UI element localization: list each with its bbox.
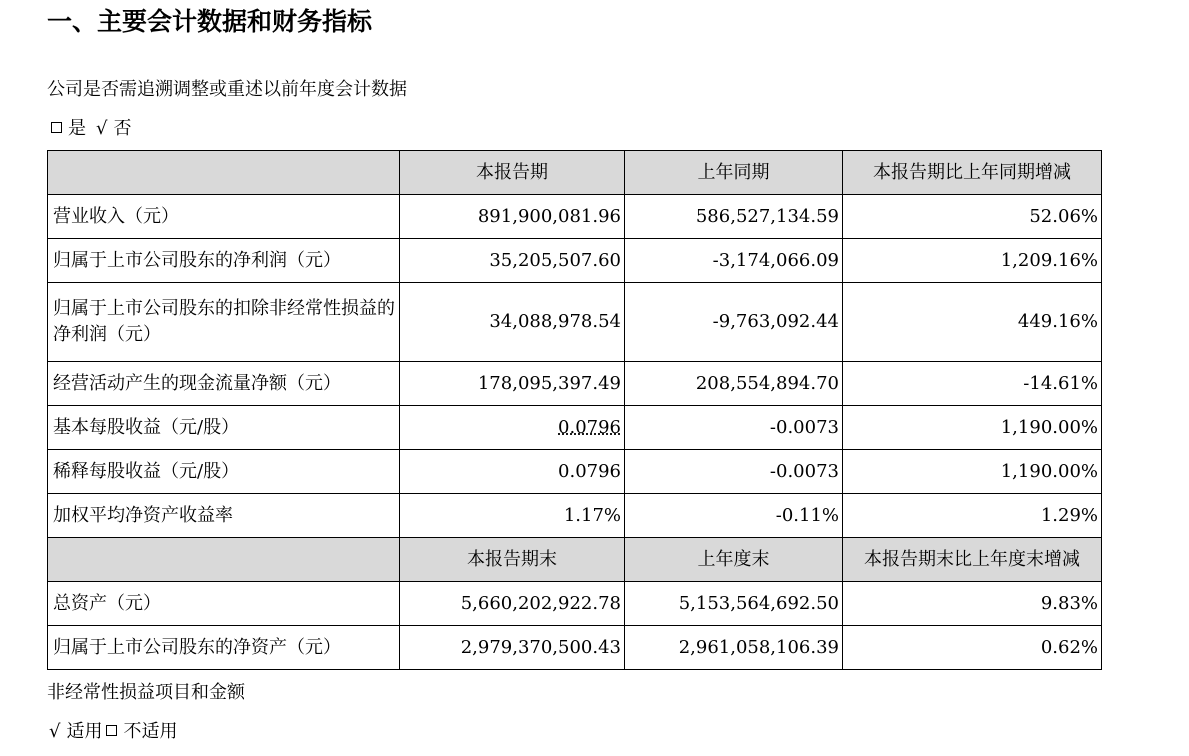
cell-change: 1,209.16% (843, 239, 1102, 283)
row-label: 稀释每股收益（元/股） (48, 450, 400, 494)
header-current-period: 本报告期 (400, 151, 625, 195)
table-row (48, 239, 1102, 283)
row-label: 总资产（元） (48, 582, 400, 626)
cell-change: -14.61% (843, 362, 1102, 406)
cell-prior: 586,527,134.59 (625, 195, 843, 239)
option-yes-label: 是 (68, 118, 86, 139)
financial-indicators-table (47, 150, 1102, 670)
cell-prior: -0.0073 (625, 406, 843, 450)
cell-current: 891,900,081.96 (400, 195, 625, 239)
page-title: 一、主要会计数据和财务指标 (47, 7, 373, 36)
table-row (48, 450, 1102, 494)
table-row (48, 494, 1102, 538)
cell-current: 2,979,370,500.43 (400, 626, 625, 670)
restatement-question: 公司是否需追溯调整或重述以前年度会计数据 (47, 79, 407, 100)
checkmark-no: √ (96, 118, 108, 139)
header-prior-period: 上年同期 (625, 151, 843, 195)
row-label: 归属于上市公司股东的扣除非经常性损益的净利润（元） (48, 283, 400, 362)
non-recurring-options (47, 719, 177, 745)
option-not-applicable-label: 不适用 (123, 721, 178, 742)
row-label: 经营活动产生的现金流量净额（元） (48, 362, 400, 406)
cell-current: 35,205,507.60 (400, 239, 625, 283)
non-recurring-title: 非经常性损益项目和金额 (47, 682, 245, 703)
cell-change: 1,190.00% (843, 406, 1102, 450)
header-change-period-end: 本报告期末比上年度末增减 (843, 538, 1102, 582)
cell-current: 5,660,202,922.78 (400, 582, 625, 626)
cell-change: 52.06% (843, 195, 1102, 239)
table-row (48, 283, 1102, 362)
row-label: 基本每股收益（元/股） (48, 406, 400, 450)
header-cell-empty (48, 538, 400, 582)
cell-current: 0.0796 (400, 450, 625, 494)
cell-prior: 2,961,058,106.39 (625, 626, 843, 670)
cell-current: 1.17% (400, 494, 625, 538)
cell-prior: -0.0073 (625, 450, 843, 494)
restatement-options (47, 116, 131, 142)
table-header-row (48, 151, 1102, 195)
cell-change: 0.62% (843, 626, 1102, 670)
table-row (48, 195, 1102, 239)
row-label: 归属于上市公司股东的净资产（元） (48, 626, 400, 670)
checkmark-applicable: √ (49, 721, 61, 742)
option-applicable-label: 适用 (66, 721, 103, 742)
cell-prior: 208,554,894.70 (625, 362, 843, 406)
cell-current-value: 0.0796 (558, 416, 621, 438)
cell-current: 34,088,978.54 (400, 283, 625, 362)
table-row (48, 626, 1102, 670)
header-period-end: 本报告期末 (400, 538, 625, 582)
cell-change: 1.29% (843, 494, 1102, 538)
header-prior-year-end: 上年度末 (625, 538, 843, 582)
row-label: 营业收入（元） (48, 195, 400, 239)
cell-prior: -0.11% (625, 494, 843, 538)
cell-current: 178,095,397.49 (400, 362, 625, 406)
table-row (48, 362, 1102, 406)
header-cell-empty (48, 151, 400, 195)
checkbox-not-applicable (106, 725, 117, 736)
header-change: 本报告期比上年同期增减 (843, 151, 1102, 195)
cell-prior: 5,153,564,692.50 (625, 582, 843, 626)
cell-prior: -9,763,092.44 (625, 283, 843, 362)
cell-change: 1,190.00% (843, 450, 1102, 494)
table-subheader-row (48, 538, 1102, 582)
cell-change: 449.16% (843, 283, 1102, 362)
cell-change: 9.83% (843, 582, 1102, 626)
cell-current (400, 406, 625, 450)
row-label: 归属于上市公司股东的净利润（元） (48, 239, 400, 283)
cell-prior: -3,174,066.09 (625, 239, 843, 283)
checkbox-yes (51, 122, 62, 133)
table-row (48, 582, 1102, 626)
option-no-label: 否 (113, 118, 132, 139)
table-row (48, 406, 1102, 450)
row-label: 加权平均净资产收益率 (48, 494, 400, 538)
